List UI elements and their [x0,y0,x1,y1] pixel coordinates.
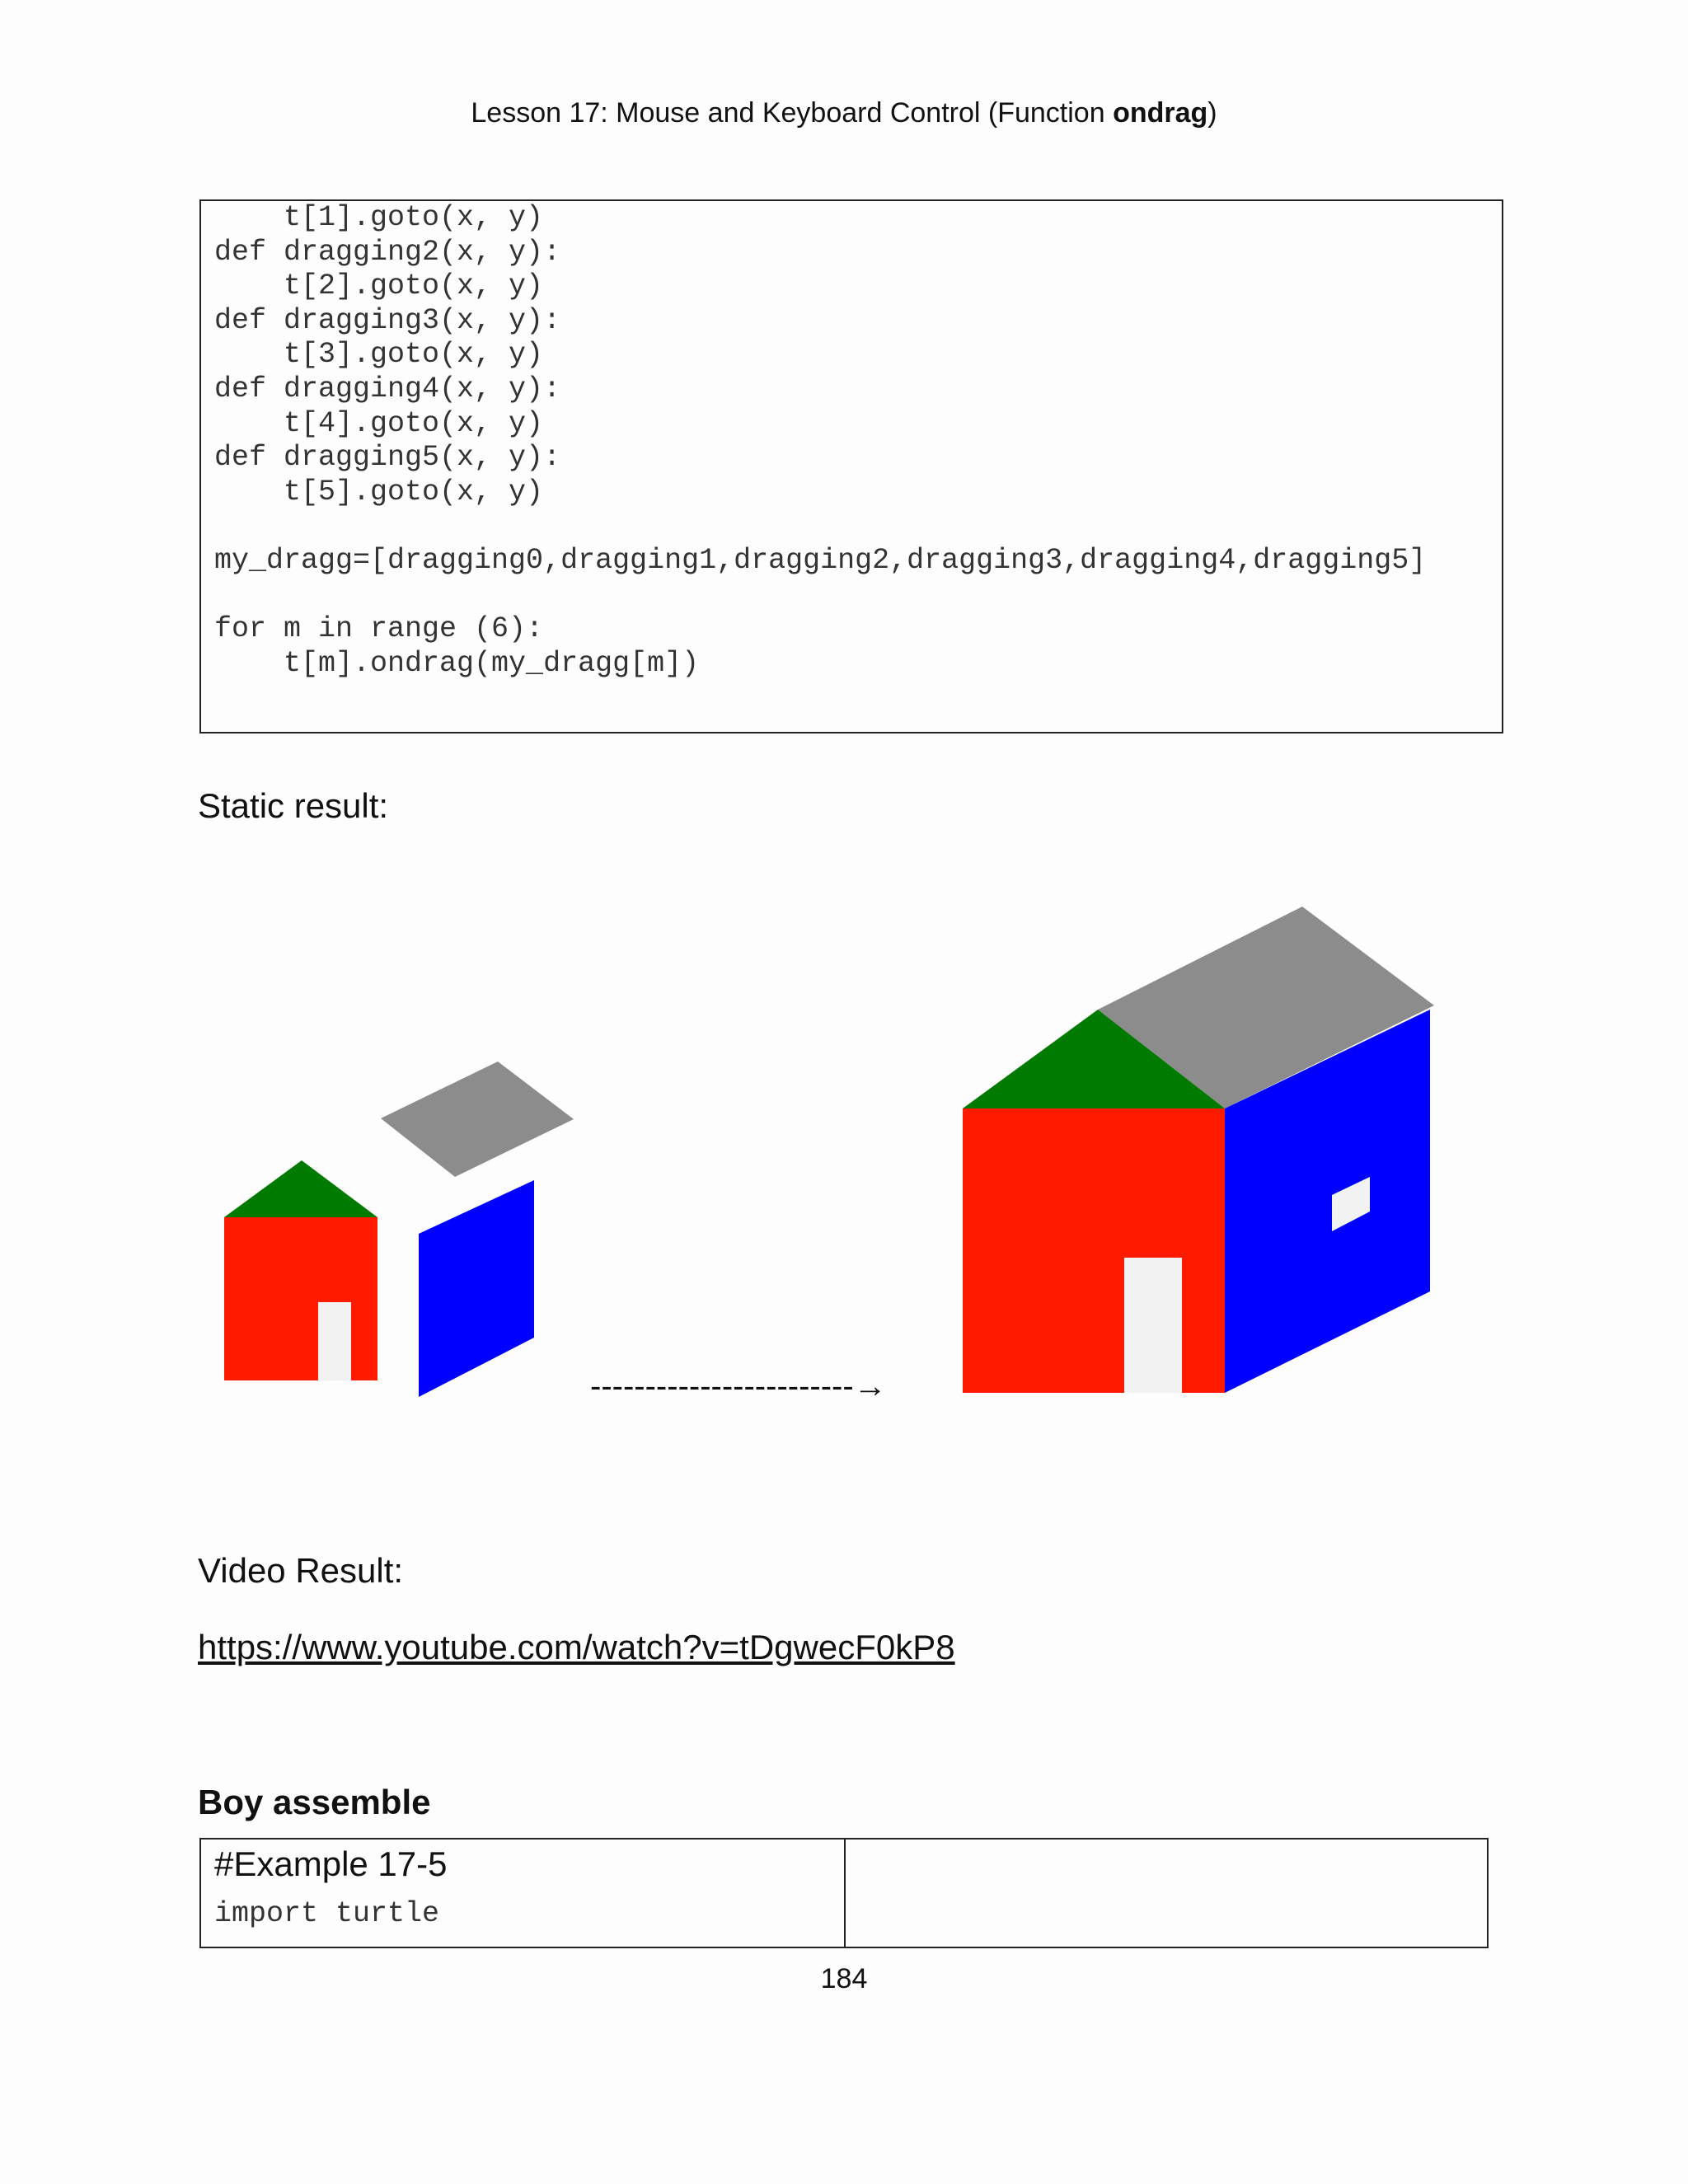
example-code: import turtle [214,1897,440,1930]
example-title: #Example 17-5 [214,1844,448,1883]
transition-arrow: ------------------------→ [590,1368,887,1404]
video-link[interactable]: https://www.youtube.com/watch?v=tDgwecF0kP8 [198,1628,955,1666]
small-roof-front [224,1160,377,1217]
example-output-cell [846,1840,1487,1947]
small-roof-top [381,1062,574,1177]
small-wall-side [419,1180,534,1397]
disassembled-house [224,1062,574,1397]
small-door [318,1302,351,1380]
header-title-prefix: Lesson 17: Mouse and Keyboard Control (Function [471,97,1114,129]
code-text: t[1].goto(x, y) def dragging2(x, y): t[2].goto(x, y) def dragging3(x, y): t[3].goto(x, y) def dragging4(x, y): t[4].goto(x, y) def dragging5(x, y): t[5].goto(x, y) my_dragg=[dragging0,dragging1,dragging2,dragging3,dragging4,dragging5] for m in range (6): t[m].ondrag(my_dragg[m]) [214,201,1427,680]
example-table [199,1838,1489,1948]
example-code-cell [201,1840,846,1947]
header-title-bold: ondrag [1113,97,1208,129]
page-number: 184 [820,1963,868,1994]
video-result-label: Video Result: [198,1551,404,1590]
big-wall-front [963,1108,1225,1393]
section-heading: Boy assemble [198,1783,431,1821]
small-wall-front [224,1217,377,1380]
header-title-suffix: ) [1207,97,1217,129]
big-door [1124,1258,1182,1393]
assembled-house [963,907,1434,1393]
static-result-label: Static result: [198,786,389,825]
